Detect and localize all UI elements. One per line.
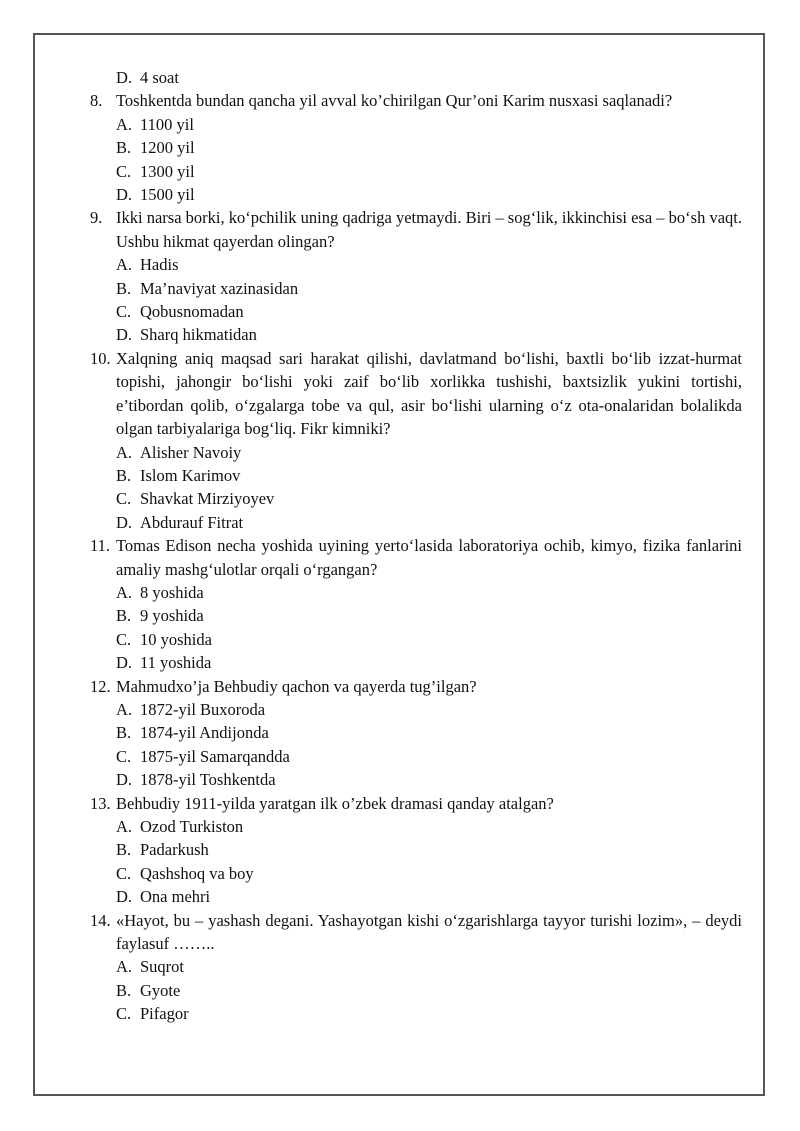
option-text: 8 yoshida [140,582,204,602]
question-text: «Hayot, bu – yashash degani. Yashayotgan kishi o‘zgarishlarga tayyor turishi lozim», – deydi faylasuf …….. [116,910,742,954]
question-number: 10. [90,348,111,368]
question [90,909,742,956]
option-letter: C. [116,863,132,883]
question-number: 12. [90,676,111,696]
answer-option [90,253,742,276]
question-text: Ikki narsa borki, ko‘pchilik uning qadriga yetmaydi. Biri – sog‘lik, ikkinchisi esa – bo‘sh vaqt. Ushbu hikmat qayerdan olingan? [116,208,742,251]
question-text: Toshkentda bundan qancha yil avval ko’chirilgan Qur’oni Karim nusxasi saqlanadi? [116,91,673,111]
option-letter: C. [116,1004,132,1024]
option-text: 1878-yil Toshkentda [140,770,276,790]
question-text: Behbudiy 1911-yilda yaratgan ilk o’zbek dramasi qanday atalgan? [116,793,554,813]
option-letter: D. [116,185,133,205]
answer-option [90,838,742,861]
option-text: Qobusnomadan [140,302,244,322]
answer-option [90,698,742,721]
option-letter: A. [116,442,133,462]
answer-option [90,136,742,159]
option-letter: B. [116,278,132,298]
option-text: Padarkush [140,840,209,860]
answer-option [90,651,742,674]
option-letter: C. [116,746,132,766]
option-text: Shavkat Mirziyoyev [140,489,275,509]
option-letter: A. [116,817,133,836]
option-text: Alisher Navoiy [140,442,242,462]
question [90,89,742,112]
answer-option [90,815,742,838]
question [90,347,742,441]
option-letter: A. [116,114,133,134]
option-letter: B. [116,606,132,626]
option-letter: D. [116,68,133,87]
question [90,534,742,581]
option-letter: C. [116,629,132,649]
option-letter: D. [116,653,133,673]
option-letter: A. [116,255,133,275]
answer-option [90,604,742,627]
option-text: Ona mehri [140,887,211,907]
answer-option [90,487,742,510]
question [90,675,742,698]
question [90,792,742,815]
option-text: 1300 yil [140,161,195,181]
answer-option [90,1002,742,1025]
question-text: Mahmudxo’ja Behbudiy qachon va qayerda tug’ilgan? [116,676,477,696]
answer-option [90,441,742,464]
option-text: 1500 yil [140,185,195,205]
option-text: 1100 yil [140,114,194,134]
answer-option [90,955,742,978]
option-letter: A. [116,957,133,977]
option-text: 11 yoshida [140,653,212,673]
option-letter: D. [116,887,133,907]
answer-option [90,183,742,206]
answer-option [90,581,742,604]
option-letter: B. [116,840,132,860]
option-text: 10 yoshida [140,629,212,649]
option-letter: D. [116,325,133,345]
option-text: 1200 yil [140,138,195,158]
option-text: Gyote [140,980,181,1000]
answer-option [90,66,742,89]
answer-option [90,721,742,744]
answer-option [90,885,742,908]
answer-option [90,300,742,323]
question-number: 8. [90,91,103,111]
answer-option [90,511,742,534]
option-text: 4 soat [140,68,179,87]
option-text: 9 yoshida [140,606,204,626]
option-letter: C. [116,302,132,322]
option-letter: D. [116,512,133,532]
option-text: Suqrot [140,957,185,977]
option-text: Ma’naviyat xazinasidan [140,278,299,298]
option-text: 1872-yil Buxoroda [140,699,266,719]
question-text: Tomas Edison necha yoshida uyining yerto‘lasida laboratoriya ochib, kimyo, fizika fanlarini amaliy mashg‘ulotlar orqali o‘rgangan? [116,536,742,579]
answer-option [90,277,742,300]
option-text: Ozod Turkiston [140,817,244,836]
option-letter: B. [116,980,132,1000]
question [90,206,742,253]
option-text: 1875-yil Samarqandda [140,746,290,766]
answer-option [90,323,742,346]
option-letter: B. [116,138,132,158]
answer-option [90,979,742,1002]
question-number: 14. [90,910,111,930]
question-number: 13. [90,793,111,813]
option-letter: D. [116,770,133,790]
option-text: Qashshoq va boy [140,863,254,883]
option-text: 1874-yil Andijonda [140,723,269,743]
option-letter: A. [116,699,133,719]
answer-option [90,745,742,768]
test-content [90,66,742,1026]
option-letter: B. [116,465,132,485]
answer-option [90,628,742,651]
option-text: Sharq hikmatidan [140,325,257,345]
answer-option [90,464,742,487]
option-letter: A. [116,582,133,602]
option-letter: C. [116,161,132,181]
answer-option [90,862,742,885]
question-text: Xalqning aniq maqsad sari harakat qilishi, davlatmand bo‘lishi, baxtli bo‘lib izzat-hurmat topishi, jahongir bo‘lishi yoki zaif bo‘lib xorlikka tushishi, baxtsizlik yukini tortishi, e’tibordan qolib, o‘zgalarga tobe va qul, asir bo‘lishi ularning o‘z ota-onalaridan bolalikda olgan tarbiyalariga bog‘liq. Fikr kimniki? [116,348,742,439]
option-letter: C. [116,489,132,509]
option-text: Islom Karimov [140,465,241,485]
option-text: Abdurauf Fitrat [140,512,244,532]
answer-option [90,113,742,136]
option-text: Pifagor [140,1004,189,1024]
question-number: 11. [90,536,111,556]
answer-option [90,768,742,791]
option-text: Hadis [140,255,179,275]
question-number: 9. [90,208,103,228]
option-letter: B. [116,723,132,743]
answer-option [90,160,742,183]
